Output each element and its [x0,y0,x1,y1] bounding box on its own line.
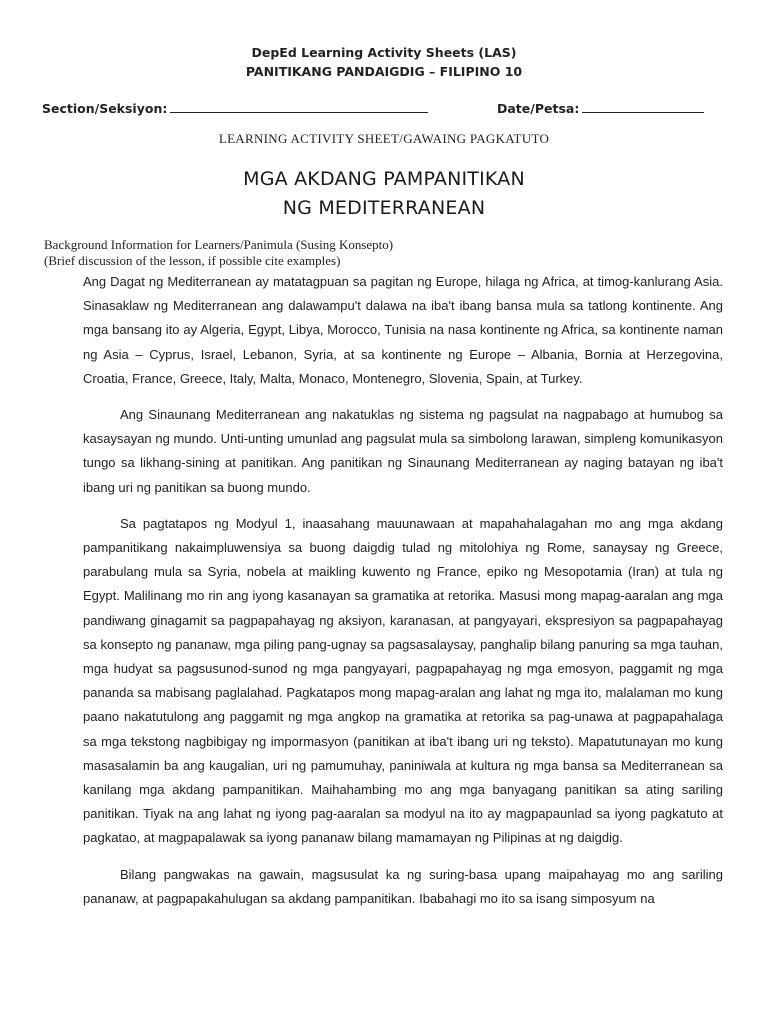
header-las-title: DepEd Learning Activity Sheets (LAS) [251,45,517,60]
paragraph-1: Ang Dagat ng Mediterranean ay matatagpuan sa pagitan ng Europe, hilaga ng Africa, at timog-kanlurang Asia. Sinasaklaw ng Mediterranean ang dalawampu't dalawa na iba't ibang bansa mula sa tatlong kontinente. Ang mga bansang ito ay Algeria, Egypt, Libya, Morocco, Tunisia na nasa kontinente ng Africa, sa kontinente naman ng Asia – Cyprus, Israel, Lebanon, Syria, at sa kontinente ng Europe – Albania, Bornia at Herzegovina, Croatia, France, Greece, Italy, Malta, Monaco, Montenegro, Slovenia, Spain, at Turkey. [83,274,723,386]
date-field [497,100,704,116]
section-blank-line [170,100,428,113]
paragraph-4: Bilang pangwakas na gawain, magsusulat ka ng suring-basa upang maipahayag mo ang sariling pananaw, at pagpapakahulugan sa akdang pampanitikan. Ibabahagi mo ito sa isang simposyum na [83,866,723,906]
background-heading: Background Information for Learners/Panimula (Susing Konsepto) [44,237,394,252]
section-label: Section/Seksiyon: [42,101,168,116]
main-title-line2: NG MEDITERRANEAN [282,197,486,219]
sheet-title: LEARNING ACTIVITY SHEET/GAWAING PAGKATUTO [218,131,550,146]
paragraph-3: Sa pagtatapos ng Modyul 1, inaasahang mauunawaan at mapahahalagahan mo ang mga akdang pampanitikang nakaimpluwensiya sa buong daigdig tulad ng mitolohiya ng Rome, sanaysay ng Greece, parabulang mula sa Syria, nobela at maikling kuwento ng France, epiko ng Mesopotamia (Iran) at tula ng Egypt. Malilinang mo rin ang iyong kasanayan sa gramatika at retorika. Masusi mong mapag-aaralan ang mga pandiwang ginagamit sa pagpapahayag ng aksiyon, karanasan, at pangyayari, ekspresiyon sa pagpapahayag sa konsepto ng pananaw, mga piling pang-ugnay sa pagsasalaysay, panghalip bilang panuring sa mga tauhan, mga hudyat sa pagsusunod-sunod ng mga pangyayari, pagpapahayag ng mga emosyon, paggamit ng mga pananda sa mabisang paglalahad. Pagkatapos mong mapag-aralan ang lahat ng mga ito, malalaman mo kung paano nakatutulong ang paggamit ng mga angkop na gramatika at retorika sa pag-unawa at pagpapahalaga sa mga tekstong nagbibigay ng impormasyon (panitikan at iba't ibang uri ng teksto). Mapatutunayan mo kung masasalamin ba ang kaugalian, uri ng pamumuhay, paniniwala at kultura ng mga bansa sa Mediterranean sa kanilang mga akdang pampanitikan. Maihahambing mo ang mga banyagang panitikan sa ating sariling panitikan. Tiyak na ang lahat ng iyong pag-aaralan sa modyul na ito ay magpapaunlad sa iyong pagkatuto at pagkatao, at magpapalawak sa iyong pananaw bilang mamamayan ng Pilipinas at ng daigdig. [83,515,723,846]
background-subheading: (Brief discussion of the lesson, if possible cite examples) [44,253,341,268]
paragraph-2: Ang Sinaunang Mediterranean ang nakatuklas ng sistema ng pagsulat na nagpabago at humubog sa kasaysayan ng mundo. Unti-unting umunlad ang pagsulat mula sa simbolong larawan, simpleng komunikasyon tungo sa likhang-sining at panitikan. Ang panitikan ng Sinaunang Mediterranean ay naging batayan ng iba't ibang uri ng panitikan sa buong mundo. [83,407,723,495]
date-label: Date/Petsa: [497,101,580,116]
main-title-line1: MGA AKDANG PAMPANITIKAN [243,168,525,190]
body-text [83,270,723,923]
header-subject-title: PANITIKANG PANDAIGDIG – FILIPINO 10 [245,64,523,79]
section-field [42,100,428,116]
date-blank-line [582,100,704,113]
